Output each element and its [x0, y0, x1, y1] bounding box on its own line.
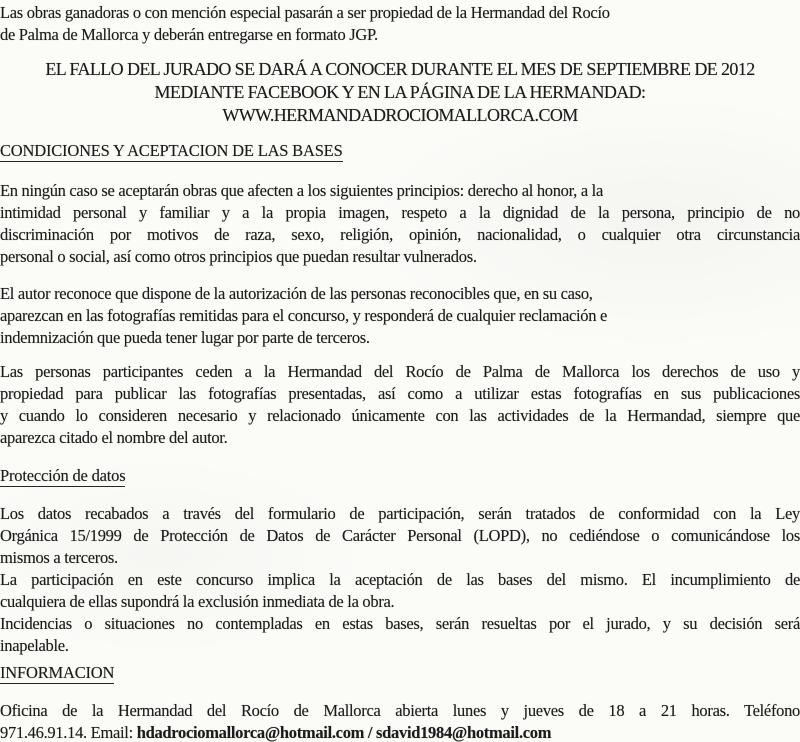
- text-line: y cuando lo consideren necesario y relacionado únicamente con las actividades de la Hermandad, siempre que: [0, 406, 800, 425]
- text-line: cualquiera de ellas supondrá la exclusión inmediata de la obra.: [0, 592, 395, 611]
- email-separator: /: [364, 723, 377, 742]
- intro-paragraph: [0, 2, 800, 46]
- announcement-line: EL FALLO DEL JURADO SE DARÁ A CONOCER DURANTE EL MES DE SEPTIEMBRE DE 2012: [45, 59, 755, 79]
- text-line: aparezcan en las fotografías remitidas para el concurso, y responderá de cualquier reclamación e: [0, 306, 608, 325]
- conditions-paragraph-2: [0, 283, 800, 349]
- text-line: propiedad para publicar las fotografías presentadas, así como a utilizar estas fotografías en sus publicaciones: [0, 384, 800, 403]
- conditions-paragraph-3: [0, 361, 800, 449]
- announcement-website: WWW.HERMANDADROCIOMALLORCA.COM: [222, 105, 578, 125]
- text-line: La participación en este concurso implica la aceptación de las bases del mismo. El incumplimiento de: [0, 570, 800, 589]
- text-line: Incidencias o situaciones no contempladas en estas bases, serán resueltas por el jurado, y su decisión será: [0, 614, 800, 633]
- text-line: de Palma de Mallorca y deberán entregarse en formato JGP.: [0, 25, 378, 44]
- heading-underlined-text: INFORMACION: [0, 663, 115, 682]
- text-line: Oficina de la Hermandad del Rocío de Mallorca abierta lunes y jueves de 18 a 21 horas. Teléfono: [0, 701, 800, 720]
- email-address-2: sdavid1984@hotmail.com: [376, 723, 552, 742]
- contact-line: [0, 722, 800, 742]
- text-line: Las obras ganadoras o con mención especial pasarán a ser propiedad de la Hermandad del Rocío: [0, 3, 610, 22]
- text-line: aparezca citado el nombre del autor.: [0, 428, 228, 447]
- data-protection-paragraph: [0, 503, 800, 657]
- phone-email-prefix: 971.46.91.14. Email:: [0, 723, 137, 742]
- section-heading-data-protection: [0, 465, 800, 487]
- text-line: Orgánica 15/1999 de Protección de Datos de Carácter Personal (LOPD), no cediéndose o comunicándose los: [0, 526, 800, 545]
- text-line: Los datos recabados a través del formulario de participación, serán tratados de conformidad con la Ley: [0, 504, 800, 523]
- text-line: indemnización que pueda tener lugar por parte de terceros.: [0, 328, 370, 347]
- text-line: El autor reconoce que dispone de la autorización de las personas reconocibles que, en su caso,: [0, 284, 593, 303]
- heading-underlined-text: Protección de datos: [0, 466, 126, 485]
- email-address-1: hdadrociomallorca@hotmail.com: [136, 723, 365, 742]
- text-line: discriminación por motivos de raza, sexo, religión, opinión, nacionalidad, o cualquier otra circunstancia: [0, 225, 800, 244]
- heading-underlined-text: CONDICIONES Y ACEPTACION DE LAS BASES: [0, 141, 343, 160]
- text-line: En ningún caso se aceptarán obras que afecten a los siguientes principios: derecho al honor, a la: [0, 181, 603, 200]
- text-line: mismos a terceros.: [0, 548, 118, 567]
- text-line: inapelable.: [0, 636, 69, 655]
- text-line: Las personas participantes ceden a la Hermandad del Rocío de Palma de Mallorca los derechos de uso y: [0, 362, 800, 381]
- section-heading-conditions: [0, 140, 800, 162]
- section-heading-information: [0, 662, 800, 684]
- announcement-line: MEDIANTE FACEBOOK Y EN LA PÁGINA DE LA HERMANDAD:: [154, 82, 646, 102]
- text-line: intimidad personal y familiar y a la propia imagen, respeto a la dignidad de la persona, principio de no: [0, 203, 800, 222]
- jury-announcement: [0, 58, 800, 127]
- conditions-paragraph-1: [0, 180, 800, 268]
- text-line: personal o social, así como otros principios que puedan resultar vulnerados.: [0, 247, 477, 266]
- information-paragraph: [0, 700, 800, 742]
